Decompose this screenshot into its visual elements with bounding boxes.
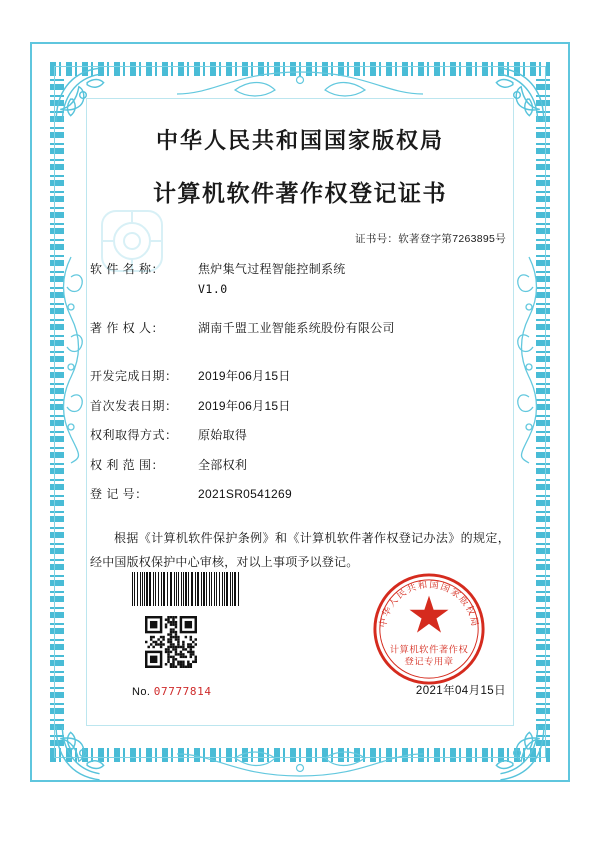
side-flourish-icon [54,255,88,465]
svg-text:计算机软件著作权: 计算机软件著作权 [389,644,469,656]
corner-flourish-icon [52,722,114,784]
serial-number [132,685,212,698]
issuing-authority-title: 中华人民共和国国家版权局 [155,128,444,154]
bottom-flourish-icon [175,750,425,780]
qr-code [145,616,197,668]
certificate-footer [90,560,510,716]
field-software-version: V1.0 [198,281,228,296]
issue-date: 2021年04月15日 [415,685,506,697]
field-rights-scope-value: 全部权利 [198,457,248,472]
field-software-name-value: 焦炉集气过程智能控制系统 [198,262,346,276]
certificate-number-value: 软著登字第7263895号 [398,233,506,245]
fields-block [90,260,510,504]
field-development-date: 开发完成日期： 2019年06月15日 [90,367,510,386]
svg-text:中华人民共和国国家版权局: 中华人民共和国国家版权局 [377,579,481,629]
statement-paragraph: 根据《计算机软件保护条例》和《计算机软件著作权登记办法》的规定，经中国版权保护中心审核，对以上事项予以登记。 [90,530,510,569]
field-acquisition-method: 权利取得方式： 原始取得 [90,426,510,445]
field-copyright-owner-value: 湖南千盟工业智能系统股份有限公司 [198,321,395,336]
field-registration-number: 登 记 号： 2021SR0541269 [90,485,510,504]
field-first-publication-date-value: 2019年06月15日 [198,398,291,413]
field-copyright-owner: 著 作 权 人： 湖南千盟工业智能系统股份有限公司 [90,319,510,338]
barcode [132,572,240,606]
field-acquisition-method-value: 原始取得 [198,428,248,443]
field-registration-number-value: 2021SR0541269 [198,487,292,502]
certificate-title: 计算机软件著作权登记证书 [153,180,447,207]
svg-text:登记专用章: 登记专用章 [404,656,454,668]
side-flourish-icon [512,255,546,465]
field-first-publication-date: 首次发表日期： 2019年06月15日 [90,397,510,416]
official-seal [370,570,488,688]
field-software-name: 软 件 名 称： 焦炉集气过程智能控制系统 V1.0 [90,260,510,298]
serial-label: No. [132,686,151,698]
top-flourish-icon [175,68,425,98]
serial-value: 07777814 [153,685,212,698]
field-rights-scope: 权 利 范 围： 全部权利 [90,456,510,475]
corner-flourish-icon [486,722,548,784]
certificate-number-label: 证书号： [355,233,399,245]
certificate-number-row [90,231,510,246]
field-development-date-value: 2019年06月15日 [198,369,291,383]
